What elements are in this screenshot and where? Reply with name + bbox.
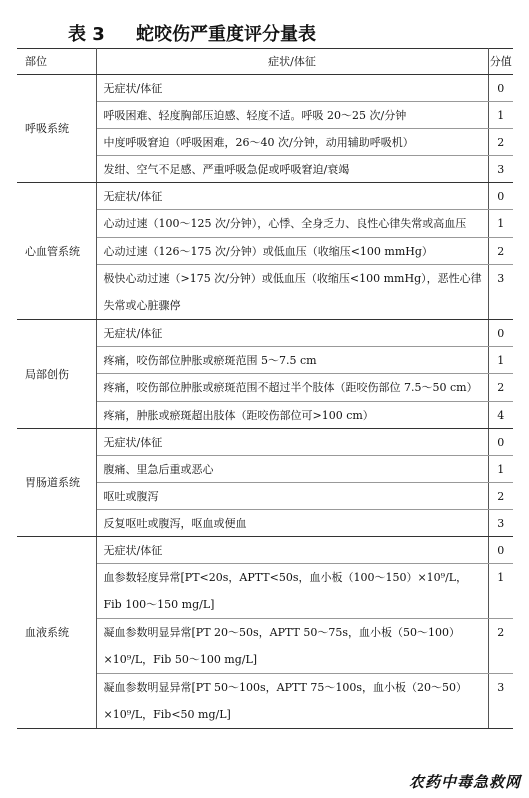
score-cell: 1 (488, 102, 513, 129)
symptom-cell: 腹痛、里急后重或恶心 (96, 456, 488, 483)
part-cell: 胃肠道系统 (17, 429, 96, 537)
table-title-text: 蛇咬伤严重度评分量表 (136, 24, 316, 45)
score-cell: 1 (488, 347, 513, 374)
table-row (17, 75, 513, 102)
watermark-text: 农药中毒急救网 (408, 773, 521, 791)
symptom-cell: 反复呕吐或腹泻，呕血或便血 (96, 510, 488, 537)
symptom-cell: 极快心动过速（>175 次/分钟）或低血压（收缩压<100 mmHg），恶性心律失常或心脏骤停 (96, 265, 488, 320)
score-cell: 0 (488, 75, 513, 102)
symptom-cell: 无症状/体征 (96, 183, 488, 210)
header-score: 分值 (488, 49, 513, 75)
part-cell: 心血管系统 (17, 183, 96, 320)
score-cell: 3 (488, 156, 513, 183)
symptom-cell: 无症状/体征 (96, 320, 488, 347)
symptom-cell: 心动过速（126～175 次/分钟）或低血压（收缩压<100 mmHg） (96, 238, 488, 265)
table-row (17, 429, 513, 456)
part-cell: 局部创伤 (17, 320, 96, 429)
score-cell: 2 (488, 374, 513, 402)
symptom-cell: 凝血参数明显异常[PT 20～50s，APTT 50～75s，血小板（50～100）×10⁹/L，Fib 50～100 mg/L] (96, 619, 488, 674)
score-cell: 2 (488, 483, 513, 510)
table-row (17, 537, 513, 564)
symptom-cell: 凝血参数明显异常[PT 50～100s，APTT 75～100s，血小板（20～50）×10⁹/L，Fib<50 mg/L] (96, 674, 488, 729)
symptom-cell: 中度呼吸窘迫（呼吸困难，26～40 次/分钟，动用辅助呼吸机） (96, 129, 488, 156)
score-cell: 0 (488, 429, 513, 456)
score-cell: 2 (488, 238, 513, 265)
symptom-cell: 无症状/体征 (96, 75, 488, 102)
score-cell: 1 (488, 456, 513, 483)
score-cell: 1 (488, 564, 513, 619)
score-cell: 3 (488, 510, 513, 537)
part-cell: 血液系统 (17, 537, 96, 729)
score-cell: 4 (488, 402, 513, 429)
table-number: 表 3 (68, 24, 105, 45)
score-cell: 3 (488, 674, 513, 729)
symptom-cell: 发绀、空气不足感、严重呼吸急促或呼吸窘迫/衰竭 (96, 156, 488, 183)
score-cell: 3 (488, 265, 513, 320)
header-symptom: 症状/体征 (96, 49, 488, 75)
table-row (17, 320, 513, 347)
symptom-cell: 无症状/体征 (96, 429, 488, 456)
table-row (17, 183, 513, 210)
score-cell: 2 (488, 129, 513, 156)
part-cell: 呼吸系统 (17, 75, 96, 183)
table-title (0, 20, 529, 45)
symptom-cell: 疼痛，咬伤部位肿胀或瘀斑范围 5～7.5 cm (96, 347, 488, 374)
score-cell: 2 (488, 619, 513, 674)
symptom-cell: 呕吐或腹泻 (96, 483, 488, 510)
symptom-cell: 疼痛，咬伤部位肿胀或瘀斑范围不超过半个肢体（距咬伤部位 7.5～50 cm） (96, 374, 488, 402)
score-cell: 0 (488, 183, 513, 210)
snakebite-severity-table (17, 48, 513, 729)
header-row (17, 49, 513, 75)
score-cell: 0 (488, 320, 513, 347)
score-cell: 1 (488, 210, 513, 238)
symptom-cell: 血参数轻度异常[PT<20s，APTT<50s，血小板（100～150）×10⁹/L，Fib 100～150 mg/L] (96, 564, 488, 619)
symptom-cell: 心动过速（100～125 次/分钟），心悸、全身乏力、良性心律失常或高血压 (96, 210, 488, 238)
score-cell: 0 (488, 537, 513, 564)
symptom-cell: 呼吸困难、轻度胸部压迫感、轻度不适。呼吸 20～25 次/分钟 (96, 102, 488, 129)
header-part: 部位 (17, 49, 96, 75)
symptom-cell: 无症状/体征 (96, 537, 488, 564)
symptom-cell: 疼痛，肿胀或瘀斑超出肢体（距咬伤部位可>100 cm） (96, 402, 488, 429)
